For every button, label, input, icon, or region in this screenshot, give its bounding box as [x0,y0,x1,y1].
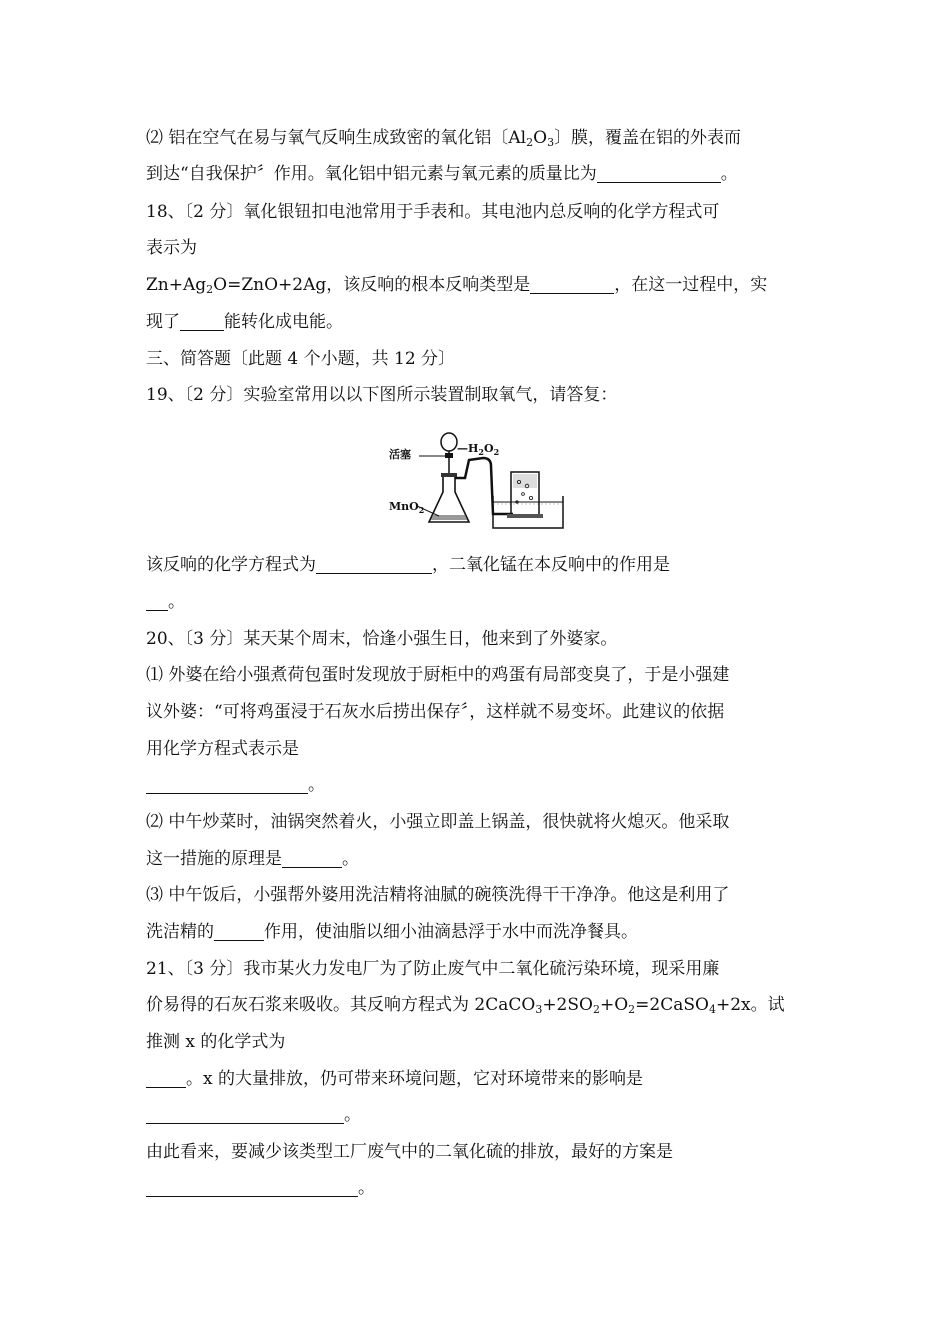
oxygen-apparatus-figure [387,430,565,530]
q20-p1-line2: 议外婆：“可将鸡蛋浸于石灰水后捞出保存〞，这样就不易变坏。此建议的依据 [146,702,725,722]
answer-blank[interactable] [146,1069,186,1088]
q19-line1: 19、〔2 分〕实验室常用以以下图所示装置制取氧气，请答复： [146,385,618,405]
q21-line3: 推测 x 的化学式为 [146,1032,286,1052]
q20-p1-line4: 。 [146,773,325,797]
answer-blank[interactable] [180,312,224,331]
q21-line5: 。 [146,1103,361,1127]
q18-equation-line: $Zn+Ag_2O=ZnO+2Ag$，该反响的根本反响类型是 ，在这一过程中，实 [146,275,768,296]
q20-p2-line1: ⑵ 中午炒菜时，油锅突然着火，小强立即盖上锅盖，很快就将火熄灭。他采取 [146,812,730,832]
q20-p1-line3: 用化学方程式表示是 [146,739,299,759]
q20-p1-line1: ⑴ 外婆在给小强煮荷包蛋时发现放于厨柜中的鸡蛋有局部变臭了，于是小强建 [146,665,730,685]
q18-line2: 表示为 [146,238,197,258]
q20-p2-line2: 这一措施的原理是 。 [146,849,359,869]
answer-blank[interactable] [597,164,721,183]
q21-line1: 21、〔3 分〕我市某火力发电厂为了防止废气中二氧化硫污染环境，现采用廉 [146,959,720,979]
q20-line1: 20、〔3 分〕某天某个周末，恰逢小强生日，他来到了外婆家。 [146,629,618,649]
q21-line6: 由此看来，要减少该类型工厂废气中的二氧化硫的排放，最好的方案是 [146,1142,673,1162]
q18-line1: 18、〔2 分〕氧化银钮扣电池常用于手表和。其电池内总反响的化学方程式可 [146,202,720,222]
answer-blank[interactable] [146,1178,358,1197]
mno2-label: MnO$_2$ [389,500,425,515]
q17-part2-line2: 到达“自我保护〞作用。氧化铝中铝元素与氧元素的质量比为 。 [146,164,738,184]
answer-blank[interactable] [146,592,168,611]
answer-blank[interactable] [530,275,614,294]
answer-blank[interactable] [282,849,342,868]
answer-blank[interactable] [146,1105,344,1124]
q20-p3-line2: 洗洁精的 作用，使油脂以细小油滴悬浮于水中而洗净餐具。 [146,922,638,942]
q17-part2-line1: ⑵ 铝在空气在易与氧气反响生成致密的氧化铝〔$Al_2O_3$〕膜，覆盖在铝的外表而 [146,128,742,149]
q21-equation-line: 价易得的石灰石浆来吸收。其反响方程式为 $2CaCO_3+2SO_2+O_2=2CaSO_4+2x$。试 [146,995,785,1016]
q21-line4: 。x 的大量排放，仍可带来环境问题，它对环境带来的影响是 [146,1067,643,1091]
answer-blank[interactable] [146,775,308,794]
q18-line4: 现了 能转化成电能。 [146,312,343,332]
q21-line7: 。 [146,1176,375,1200]
h2o2-label: $—H_2O_2$ [457,442,500,457]
q19-line2: 该反响的化学方程式为 ，二氧化锰在本反响中的作用是 [146,555,670,575]
answer-blank[interactable] [316,555,432,574]
q19-line3: 。 [146,590,185,614]
answer-blank[interactable] [214,922,264,941]
q20-p3-line1: ⑶ 中午饭后，小强帮外婆用洗洁精将油腻的碗筷洗得干干净净。他这是利用了 [146,885,730,905]
valve-label: 活塞 [389,448,411,461]
section-title: 三、简答题〔此题 4 个小题，共 12 分〕 [146,349,456,369]
